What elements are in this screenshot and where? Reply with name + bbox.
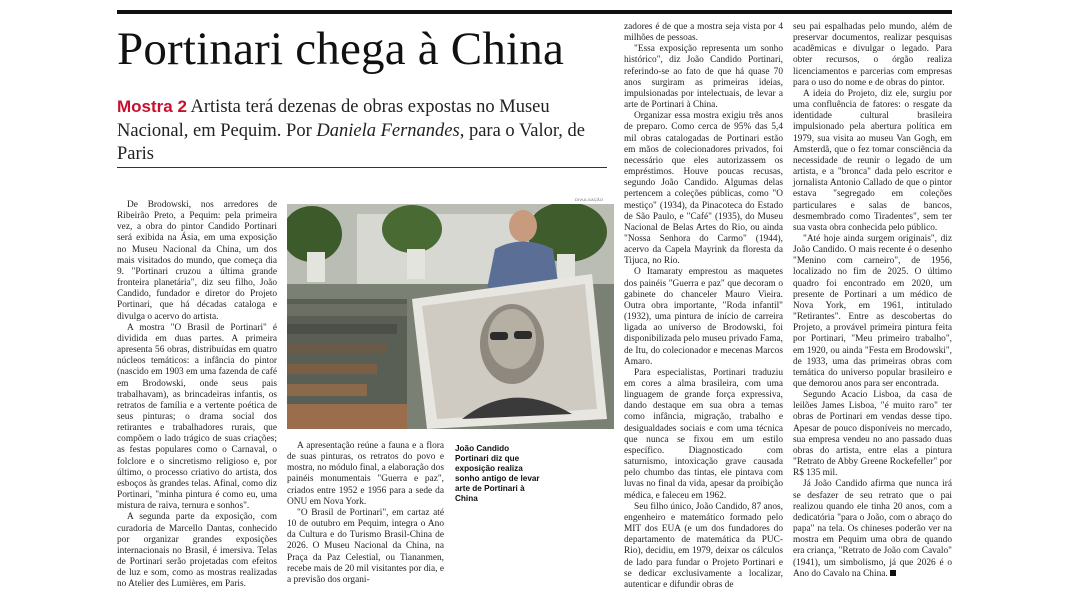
paragraph: A segunda parte da exposição, com curadoria de Marcello Dantas, conhecido por organizar grandes exposições internacionais no Brasil, é imersiva. Telas de Portinari serão projetadas com efeitos de luz e som, como as mostras realizadas no Atelier des Lumières, em Paris. bbox=[117, 512, 277, 590]
article-photo bbox=[287, 204, 614, 429]
deck-text: Artista terá dezenas de obras expostas no Museu Nacional, em Pequim. Por bbox=[117, 97, 550, 141]
photo-illustration bbox=[287, 204, 614, 429]
column-2 bbox=[287, 441, 444, 586]
column-3 bbox=[624, 22, 783, 591]
column-4 bbox=[793, 22, 952, 580]
paragraph: De Brodowski, nos arredores de Ribeirão Preto, a Pequim: pela primeira vez, a obra do pintor Candido Portinari será exibida na Ásia, em uma exposição no Museu Nacional da China, um dos mais visitados do mundo, que começa dia 9. "Portinari cruzou a última grande fronteira planetária", diz seu filho, João Candido, fundador e diretor do Projeto Portinari, que há décadas cataloga e divulga o acervo do artista. bbox=[117, 200, 277, 322]
paragraph: "O Brasil de Portinari", em cartaz até 10 de outubro em Pequim, integra o Ano da Cultura e do Turismo Brasil-China de 2026. O Museu Nacional da China, na Praça da Paz Celestial, ou Tiananmen, recebe mais de 20 mil visitantes por dia, e a previsão dos organi- bbox=[287, 507, 444, 585]
kicker: Mostra 2 bbox=[117, 97, 187, 116]
end-mark-icon bbox=[890, 570, 896, 576]
author: Daniela Fernandes bbox=[316, 120, 460, 141]
deck-rule bbox=[117, 167, 607, 168]
final-paragraph-text: Já João Candido afirma que nunca irá se desfazer de seu retrato que o pai realizou quando ele tinha 20 anos, com a dedicatória "para o João, com o abraço do papa" na tela. Os chineses poderão ver na mostra em Pequim uma obra de quando era criança, "Retrato de João com Cavalo" (1941), um simbolismo, já que 2026 é o Ano do Cavalo na China. bbox=[793, 479, 952, 579]
paragraph: Seu filho único, João Candido, 87 anos, engenheiro e matemático formado pelo MIT dos EUA (e um dos fundadores do departamento de matemática da PUC-Rio), decidiu, em 1979, deixar os cálculos de lado para fundar o Projeto Portinari e se dedicar exclusivamente a localizar, autenticar e difundir obras de bbox=[624, 501, 783, 590]
paragraph: A mostra "O Brasil de Portinari" é dividida em duas partes. A primeira apresenta 56 obras, distribuídas em quatro núcleos temáticos: a infância do pintor (nascido em 1903 em uma fazenda de café em Brodowski, onde seus pais trabalhavam), as brincadeiras infantis, os retratos de família e a vertente poética de seus pinturas; o drama social dos retirantes e trabalhadores rurais, que compõem o lado trágico de suas criações; as festas populares como o Carnaval, o folclore e o sincretismo religioso e, por último, o processo criativo do artista, dos esboços às grandes telas. Afinal, como diz Portinari, "minha pintura é como eu, uma mistura de raiva, ternura e sonhos". bbox=[117, 322, 277, 512]
paragraph: O Itamaraty emprestou as maquetes dos painéis "Guerra e paz" que decoram o gabinete do chanceler Mauro Vieira. Outra obra importante, "Roda infantil" (1932), uma pintura de início de carreira ligada ao universo de Brodowski, foi disponibilizada pelo museu privado Fama, de Itu, do colecionador e mecenas Marcos Amaro. bbox=[624, 267, 783, 367]
paragraph: A ideia do Projeto, diz ele, surgiu por uma confluência de fatores: o resgate da identidade cultural brasileira impulsionado pela abertura política em 1979, sua visita ao museu Van Gogh, em Amsterdã, que o fez tomar consciência da necessidade de reunir o legado de um artista, e a "bronca" dada pelo escritor e jornalista Antonio Callado de que o pintor estava "segregado em coleções particulares e salas de bancos, desmembrado como Tiradentes", sem ter sua vasta obra conhecida pelo público. bbox=[793, 88, 952, 233]
photo-credit: DIVULGAÇÃO bbox=[575, 197, 604, 202]
paragraph: Para especialistas, Portinari traduziu em cores a alma brasileira, com uma linguagem de grande força expressiva, dando destaque em sua obra a temas como infância, migração, trabalho e desigualdades sociais e com uma técnica que nunca se fixou em um estilo específico. Diagnosticado com saturnismo, intoxicação grave causada pelo chumbo das tintas, ele pintava com luvas no final da vida, apesar da proibição médica, e faleceu em 1962. bbox=[624, 367, 783, 501]
paragraph: "Essa exposição representa um sonho histórico", diz João Candido Portinari, referindo-se ao fato de que há quase 70 anos surgiram as primeiras ideias, impulsionadas por intelectuais, de levar a arte de Portinari à China. bbox=[624, 44, 783, 111]
paragraph: zadores é de que a mostra seja vista por 4 milhões de pessoas. bbox=[624, 22, 783, 44]
deck-tail: , para o Valor, de Paris bbox=[117, 120, 586, 164]
paragraph: A apresentação reúne a fauna e a flora de suas pinturas, os retratos do povo e mostra, no módulo final, a elaboração dos painéis monumentais "Guerra e paz", criados entre 1952 e 1956 para a sede da ONU em Nova York. bbox=[287, 441, 444, 507]
top-rule bbox=[117, 10, 952, 14]
paragraph: "Até hoje ainda surgem originais", diz João Candido. O mais recente é o desenho "Menino com carneiro", de 1956, localizado no fim de 2025. O último quadro foi encontrado em 2020, um presente de Portinari a um médico de Nova York, em 1961, intitulado "Retirantes". Entre as descobertas do Projeto, a provável primeira pintura feita por Portinari, "Meu primeiro trabalho", em 1920, ou ainda "Festa em Brodowski", de 1933, uma das primeiras obras com temática do universo popular brasileiro e que demorou anos para ser encontrada. bbox=[793, 233, 952, 389]
photo-caption: João Candido Portinari diz que exposição realiza sonho antigo de levar arte de Portinari à China bbox=[455, 444, 540, 503]
headline: Portinari chega à China bbox=[117, 23, 565, 75]
paragraph: Organizar essa mostra exigiu três anos de preparo. Como cerca de 95% das 5,4 mil obras catalogadas de Portinari estão em mãos de colecionadores privados, foi necessário que eles autorizassem os empréstimos. Houve poucas recusas, segundo João Candido. Algumas delas pertencem a coleções públicas, como "O mestiço" (1934), da Pinacoteca do Estado de São Paulo, e "Café" (1935), do Museu Nacional de Belas Artes do Rio, ou ainda "Nossa Senhora do Carmo" (1944), acervo da Capela Mayrink da floresta da Tijuca, no Rio. bbox=[624, 111, 783, 267]
paragraph: Segundo Acacio Lisboa, da casa de leilões James Lisboa, "é muito raro" ter obras de Portinari em vendas desse tipo. Apesar de pouco disponíveis no mercado, sua empresa vendeu no ano passado duas obras do artista, entre elas a pintura "Retrato de Abby Greene Rockefeller" por R$ 135 mil. bbox=[793, 390, 952, 479]
deck bbox=[117, 95, 607, 167]
column-1 bbox=[117, 200, 277, 590]
paragraph bbox=[793, 479, 952, 579]
paragraph: seu pai espalhadas pelo mundo, além de preservar documentos, realizar pesquisas acadêmicas e divulgar o legado. Para obter recursos, o órgão realiza licenciamentos e parcerias com empresas para o uso do nome e de obras do pintor. bbox=[793, 22, 952, 88]
